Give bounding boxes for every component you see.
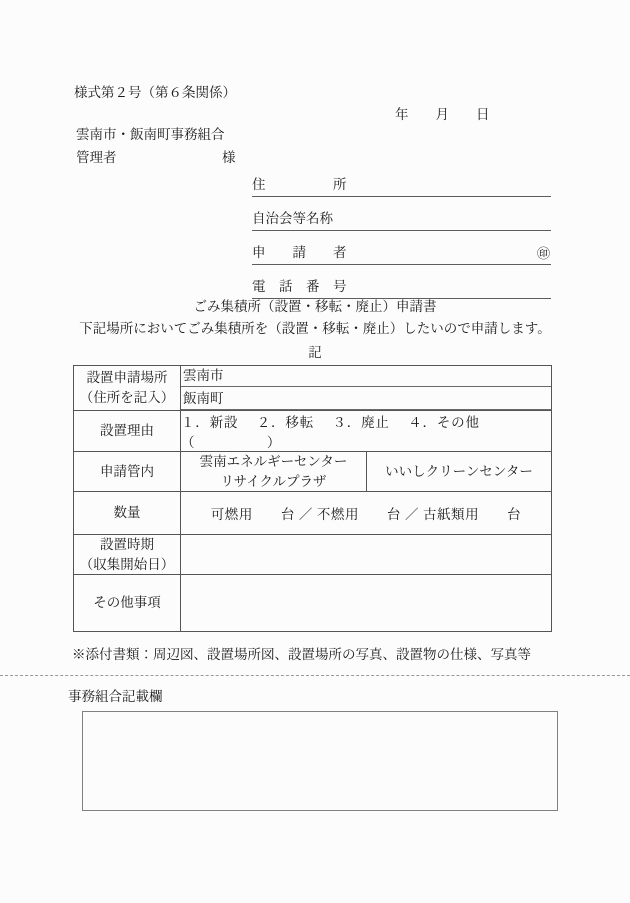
- table-row-schedule: [74, 535, 552, 575]
- applicant-field-address[interactable]: [252, 170, 551, 197]
- label-schedule-line2: （収集開始日）: [79, 556, 175, 572]
- table-row-jurisdiction: [74, 452, 552, 492]
- cut-line-divider: [0, 675, 630, 676]
- value-schedule[interactable]: [181, 535, 552, 575]
- jurisdiction-option-unnan-energy-center[interactable]: [181, 452, 367, 492]
- applicant-field-applicant[interactable]: [252, 238, 551, 265]
- form-number: 様式第２号（第６条関係）: [74, 85, 236, 100]
- office-notes-box[interactable]: [82, 711, 558, 811]
- applicant-field-applicant-label: 申 請 者: [252, 245, 347, 260]
- value-quantity[interactable]: 可燃用 台 ／ 不燃用 台 ／ 古紙類用 台: [181, 492, 552, 535]
- document-title: ごみ集積所（設置・移転・廃止）申請書: [193, 299, 437, 314]
- intro-sentence: 下記場所においてごみ集積所を（設置・移転・廃止）したいので申請します。: [79, 321, 551, 336]
- seal-stamp-icon: ㊞: [536, 246, 550, 261]
- label-jurisdiction: 申請管内: [74, 452, 181, 492]
- label-other: その他事項: [74, 575, 181, 632]
- label-location: [74, 366, 181, 411]
- applicant-field-phone[interactable]: [252, 272, 551, 299]
- table-row-other: [74, 575, 552, 632]
- applicant-fields: [252, 170, 551, 306]
- office-section-label: 事務組合記載欄: [68, 689, 163, 704]
- jurisdiction-option-iishi-clean-center[interactable]: いいしクリーンセンター: [367, 452, 552, 492]
- manager-honorific: 様: [222, 150, 236, 165]
- label-schedule: [74, 535, 181, 575]
- attachment-note: ※添付書類：周辺図、設置場所図、設置場所の写真、設置物の仕様、写真等: [72, 647, 531, 662]
- application-table: [73, 365, 552, 632]
- value-location[interactable]: [181, 366, 552, 411]
- label-quantity: 数量: [74, 492, 181, 535]
- applicant-field-address-label: 住 所: [252, 177, 347, 192]
- location-line-unnan[interactable]: 雲南市: [181, 366, 551, 387]
- location-line-iinan[interactable]: 飯南町: [181, 389, 551, 410]
- label-schedule-line1: 設置時期: [100, 537, 154, 553]
- value-reason-options[interactable]: １．新設 ２．移転 ３．廃止 ４．その他（ ）: [181, 411, 552, 452]
- manager-label: 管理者: [76, 150, 117, 165]
- applicant-field-phone-label: 電 話 番 号: [252, 279, 347, 294]
- label-location-line1: 設置申請場所: [86, 370, 168, 386]
- jurisdiction-option-unnan-line1: 雲南エネルギーセンター: [199, 454, 348, 469]
- table-row-reason: [74, 411, 552, 452]
- label-location-line2: （住所を記入）: [79, 390, 175, 405]
- jurisdiction-option-unnan-line2: リサイクルプラザ: [220, 473, 327, 489]
- date-line: 年 月 日: [395, 107, 490, 122]
- label-reason: 設置理由: [74, 411, 181, 452]
- applicant-field-association-name[interactable]: [252, 204, 551, 231]
- value-other[interactable]: [181, 575, 552, 632]
- table-row-quantity: [74, 492, 552, 535]
- organization-name: 雲南市・飯南町事務組合: [76, 127, 225, 142]
- ki-marker: 記: [308, 345, 322, 360]
- table-row-location: [74, 366, 552, 411]
- applicant-field-association-name-label: 自治会等名称: [252, 211, 333, 226]
